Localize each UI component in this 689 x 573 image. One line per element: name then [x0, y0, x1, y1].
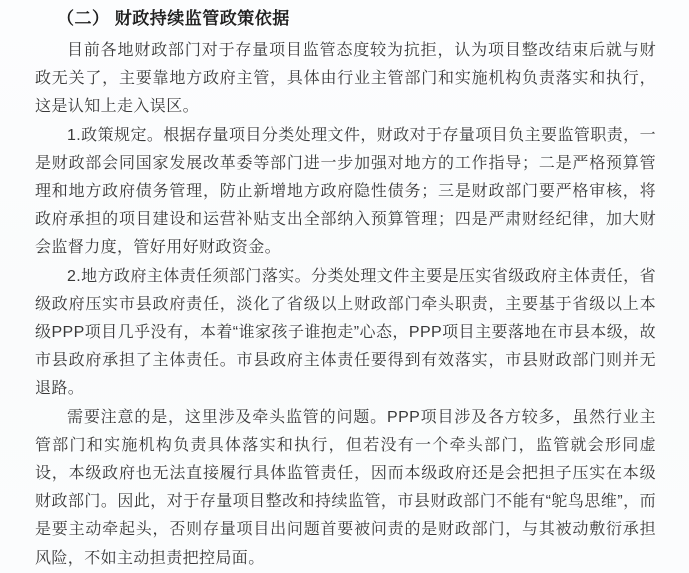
- paragraph-policy-rules: 1.政策规定。根据存量项目分类处理文件，财政对于存量项目负主要监管职责，一是财政部会同国家发展改革委等部门进一步加强对地方的工作指导；二是严格预算管理和地方政府债务管理，防止新增地方政府隐性债务；三是财政部门要严格审核，将政府承担的项目建设和运营补贴支出全部纳入预算管理；四是严肃财经纪律，加大财会监督力度，管好用好财政资金。: [35, 126, 656, 257]
- paragraph-lead-supervision-note: 需要注意的是，这里涉及牵头监管的问题。PPP项目涉及各方较多，虽然行业主管部门和实施机构负责具体落实和执行，但若没有一个牵头部门，监管就会形同虚设，本级政府也无法直接履行具体监管责任，因而本级政府还是会把担子压实在本级财政部门。因此，对于存量项目整改和持续监管，市县财政部门不能有“鸵鸟思维”，而是要主动牵起头，否则存量项目出问题首要被问责的是财政部门，与其被动敷衍承担风险，不如主动担责把控局面。: [35, 408, 656, 567]
- section-heading: （二） 财政持续监管政策依据: [57, 9, 290, 28]
- paragraph-intro: 目前各地财政部门对于存量项目监管态度较为抗拒，认为项目整改结束后就与财政无关了，主要靠地方政府主管，具体由行业主管部门和实施机构负责落实和执行，这是认知上走入误区。: [35, 42, 656, 116]
- paragraph-local-government-responsibility: 2.地方政府主体责任须部门落实。分类处理文件主要是压实省级政府主体责任，省级政府压实市县政府责任，淡化了省级以上财政部门牵头职责，主要基于省级以上本级PPP项目几乎没有，本着“谁家孩子谁抱走”心态，PPP项目主要落地在市县本级，故市县政府承担了主体责任。市县政府主体责任要得到有效落实，市县财政部门则并无退路。: [35, 267, 656, 398]
